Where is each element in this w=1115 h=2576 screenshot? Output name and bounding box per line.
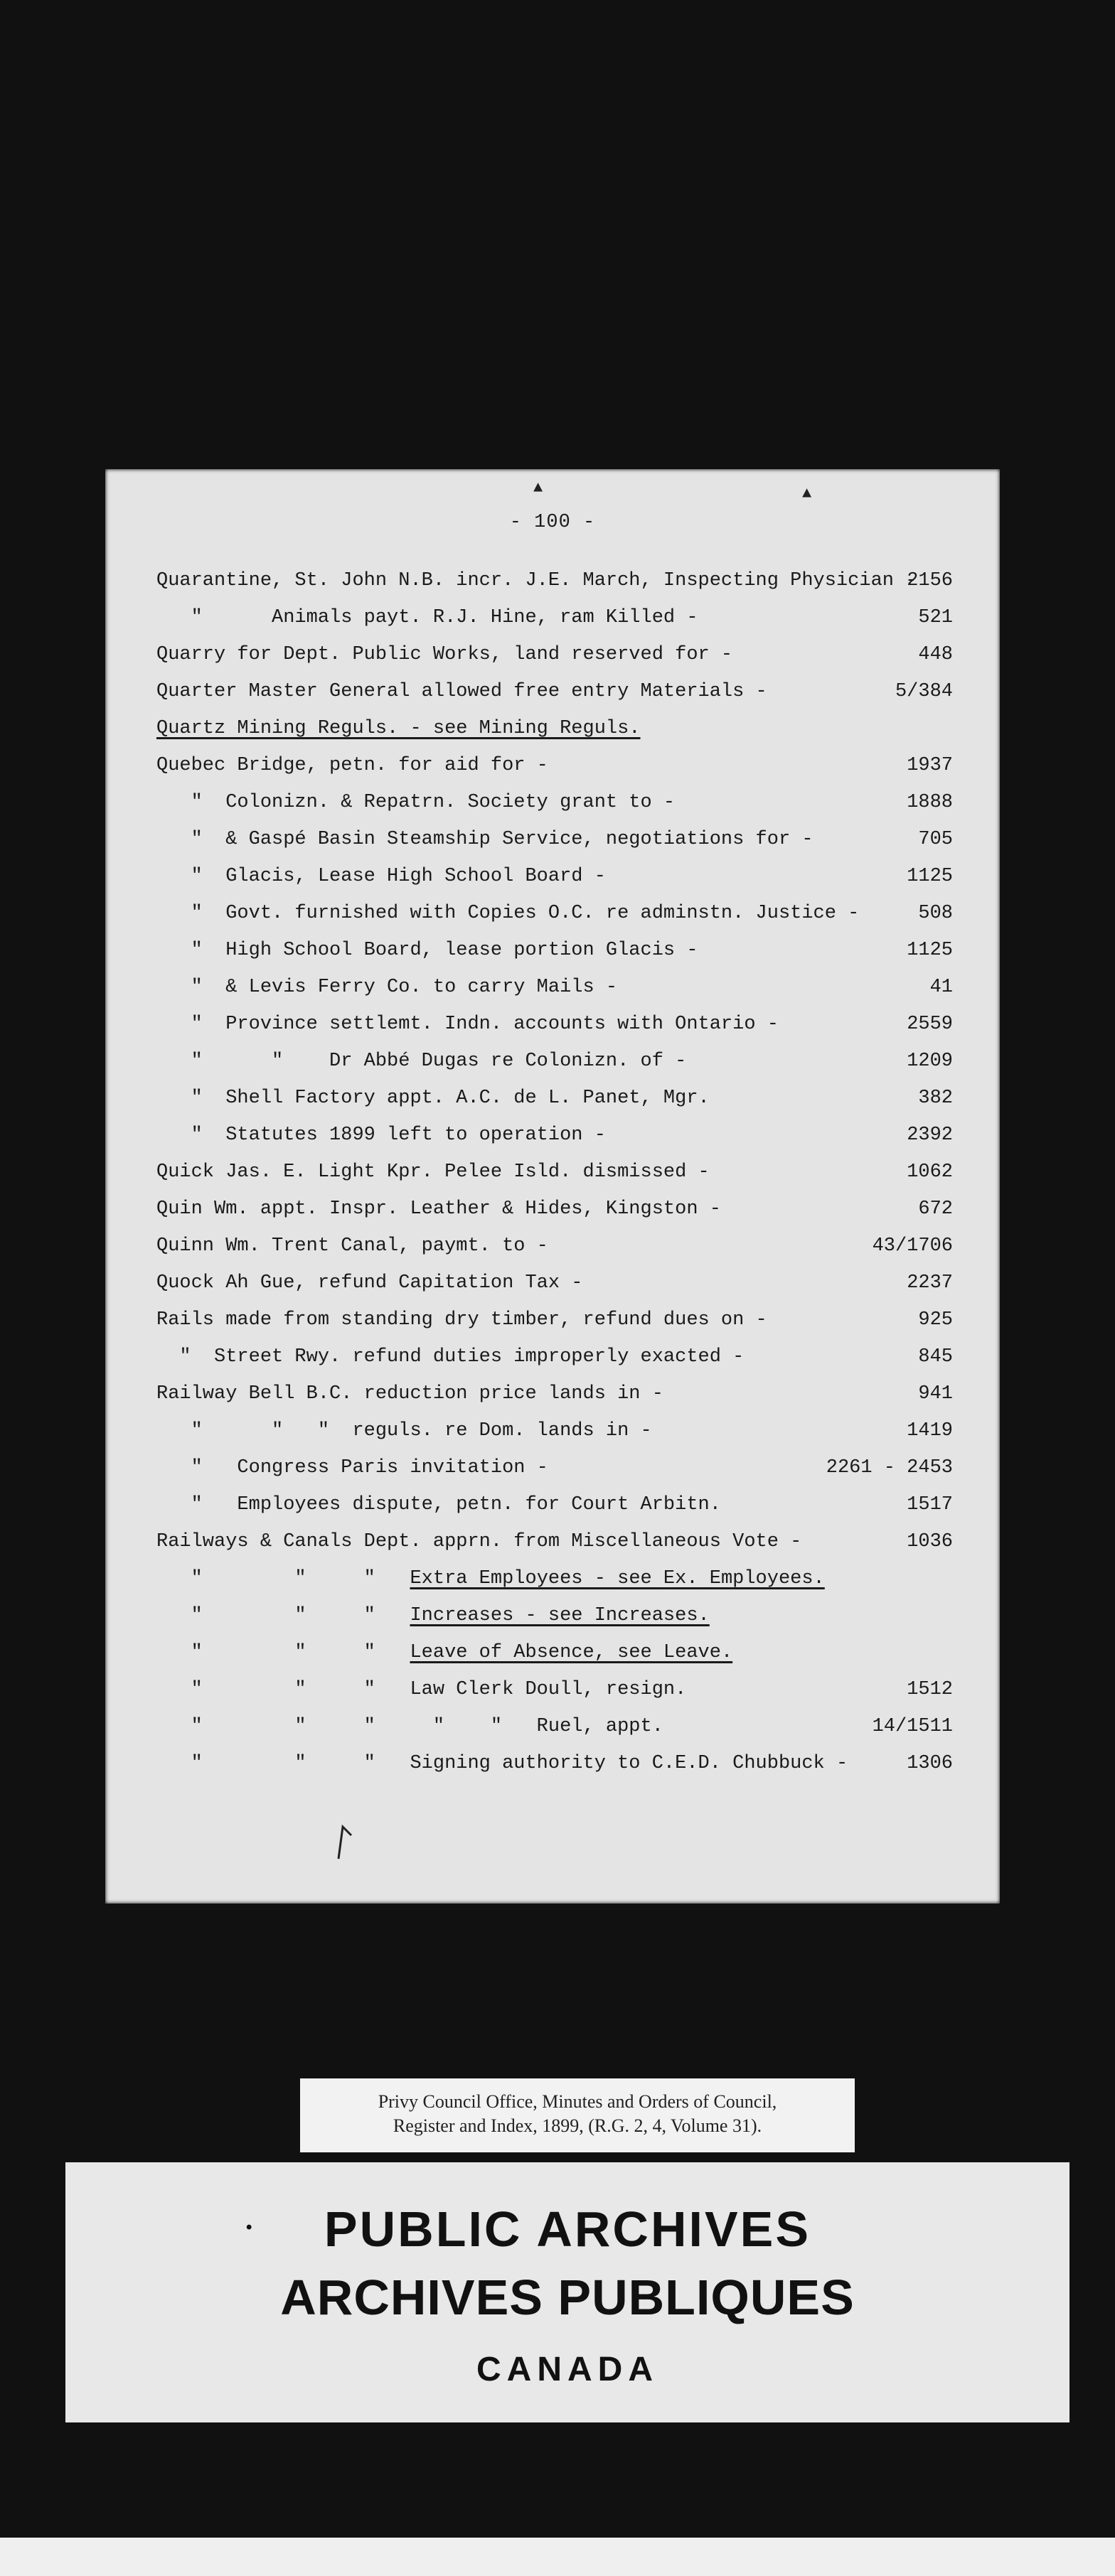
cross-reference: Increases - see Increases. <box>410 1605 710 1626</box>
index-entry: " " " Increases - see Increases. <box>156 1605 710 1626</box>
caption-line: Register and Index, 1899, (R.G. 2, 4, Volume 31). <box>393 2115 762 2136</box>
index-entry: " Statutes 1899 left to operation - 2392 <box>156 1125 953 1146</box>
index-entry: " Colonizn. & Repatrn. Society grant to - 1888 <box>156 792 953 813</box>
bottom-strip <box>0 2538 1115 2576</box>
index-entry: " Employees dispute, petn. for Court Arbitn. 1517 <box>156 1494 953 1515</box>
caption-line: Privy Council Office, Minutes and Orders of Council, <box>378 2091 777 2112</box>
index-entry: " Animals payt. R.J. Hine, ram Killed - 521 <box>156 607 953 628</box>
index-entry: Quarantine, St. John N.B. incr. J.E. March, Inspecting Physician - 2156 <box>156 570 953 591</box>
cross-reference: Extra Employees - see Ex. Employees. <box>410 1568 825 1589</box>
index-entry: " " " Signing authority to C.E.D. Chubbuck - 1306 <box>156 1753 953 1774</box>
index-entry: " Province settlemt. Indn. accounts with Ontario - 2559 <box>156 1014 953 1035</box>
index-entry: " " " Law Clerk Doull, resign. 1512 <box>156 1679 953 1700</box>
index-entry: Railway Bell B.C. reduction price lands in - 941 <box>156 1383 953 1405</box>
index-entry: Rails made from standing dry timber, refund dues on - 925 <box>156 1309 953 1331</box>
index-entry: Quick Jas. E. Light Kpr. Pelee Isld. dismissed - 1062 <box>156 1161 953 1183</box>
index-entry: " & Gaspé Basin Steamship Service, negotiations for - 705 <box>156 829 953 850</box>
dot-mark: • <box>246 2218 252 2237</box>
index-entry: " Shell Factory appt. A.C. de L. Panet, Mgr. 382 <box>156 1088 953 1109</box>
archive-caption <box>300 2078 855 2152</box>
index-page <box>105 469 1000 1904</box>
index-entry: " " Dr Abbé Dugas re Colonizn. of - 1209 <box>156 1051 953 1072</box>
index-entry: Quock Ah Gue, refund Capitation Tax - 2237 <box>156 1272 953 1294</box>
archives-title-fr: ARCHIVES PUBLIQUES <box>280 2270 855 2325</box>
index-entry: " Govt. furnished with Copies O.C. re adminstn. Justice - 508 <box>156 903 953 924</box>
index-entry: Quarter Master General allowed free entry Materials - 5/384 <box>156 681 953 702</box>
punch-mark: ▲ <box>802 485 812 503</box>
index-entry: " Street Rwy. refund duties improperly exacted - 845 <box>156 1346 953 1368</box>
index-entry: " " " reguls. re Dom. lands in - 1419 <box>156 1420 953 1442</box>
index-entry: Railways & Canals Dept. apprn. from Miscellaneous Vote - 1036 <box>156 1531 953 1552</box>
index-entry: " Congress Paris invitation - 2261 - 2453 <box>156 1457 953 1478</box>
index-entry: " " " Extra Employees - see Ex. Employees. <box>156 1568 825 1589</box>
archives-banner <box>65 2162 1069 2422</box>
index-entry: Quinn Wm. Trent Canal, paymt. to - 43/1706 <box>156 1235 953 1257</box>
page-number: - 100 - <box>509 512 596 533</box>
archives-country: CANADA <box>476 2351 658 2388</box>
index-entry: " " " Leave of Absence, see Leave. <box>156 1642 733 1663</box>
index-entry: " Glacis, Lease High School Board - 1125 <box>156 866 953 887</box>
archives-title-en: PUBLIC ARCHIVES <box>324 2201 811 2257</box>
index-entry: Quin Wm. appt. Inspr. Leather & Hides, Kingston - 672 <box>156 1198 953 1220</box>
pencil-mark <box>331 1820 360 1862</box>
index-entry: Quebec Bridge, petn. for aid for - 1937 <box>156 755 953 776</box>
index-entry: Quartz Mining Reguls. - see Mining Reguls. <box>156 718 641 739</box>
index-entry: " High School Board, lease portion Glacis - 1125 <box>156 940 953 961</box>
index-entry: Quarry for Dept. Public Works, land reserved for - 448 <box>156 644 953 665</box>
punch-mark: ▲ <box>533 479 543 497</box>
cross-reference: Leave of Absence, see Leave. <box>410 1642 733 1663</box>
index-entry: " " " " " Ruel, appt. 14/1511 <box>156 1716 953 1737</box>
index-entry: " & Levis Ferry Co. to carry Mails - 41 <box>156 977 953 998</box>
